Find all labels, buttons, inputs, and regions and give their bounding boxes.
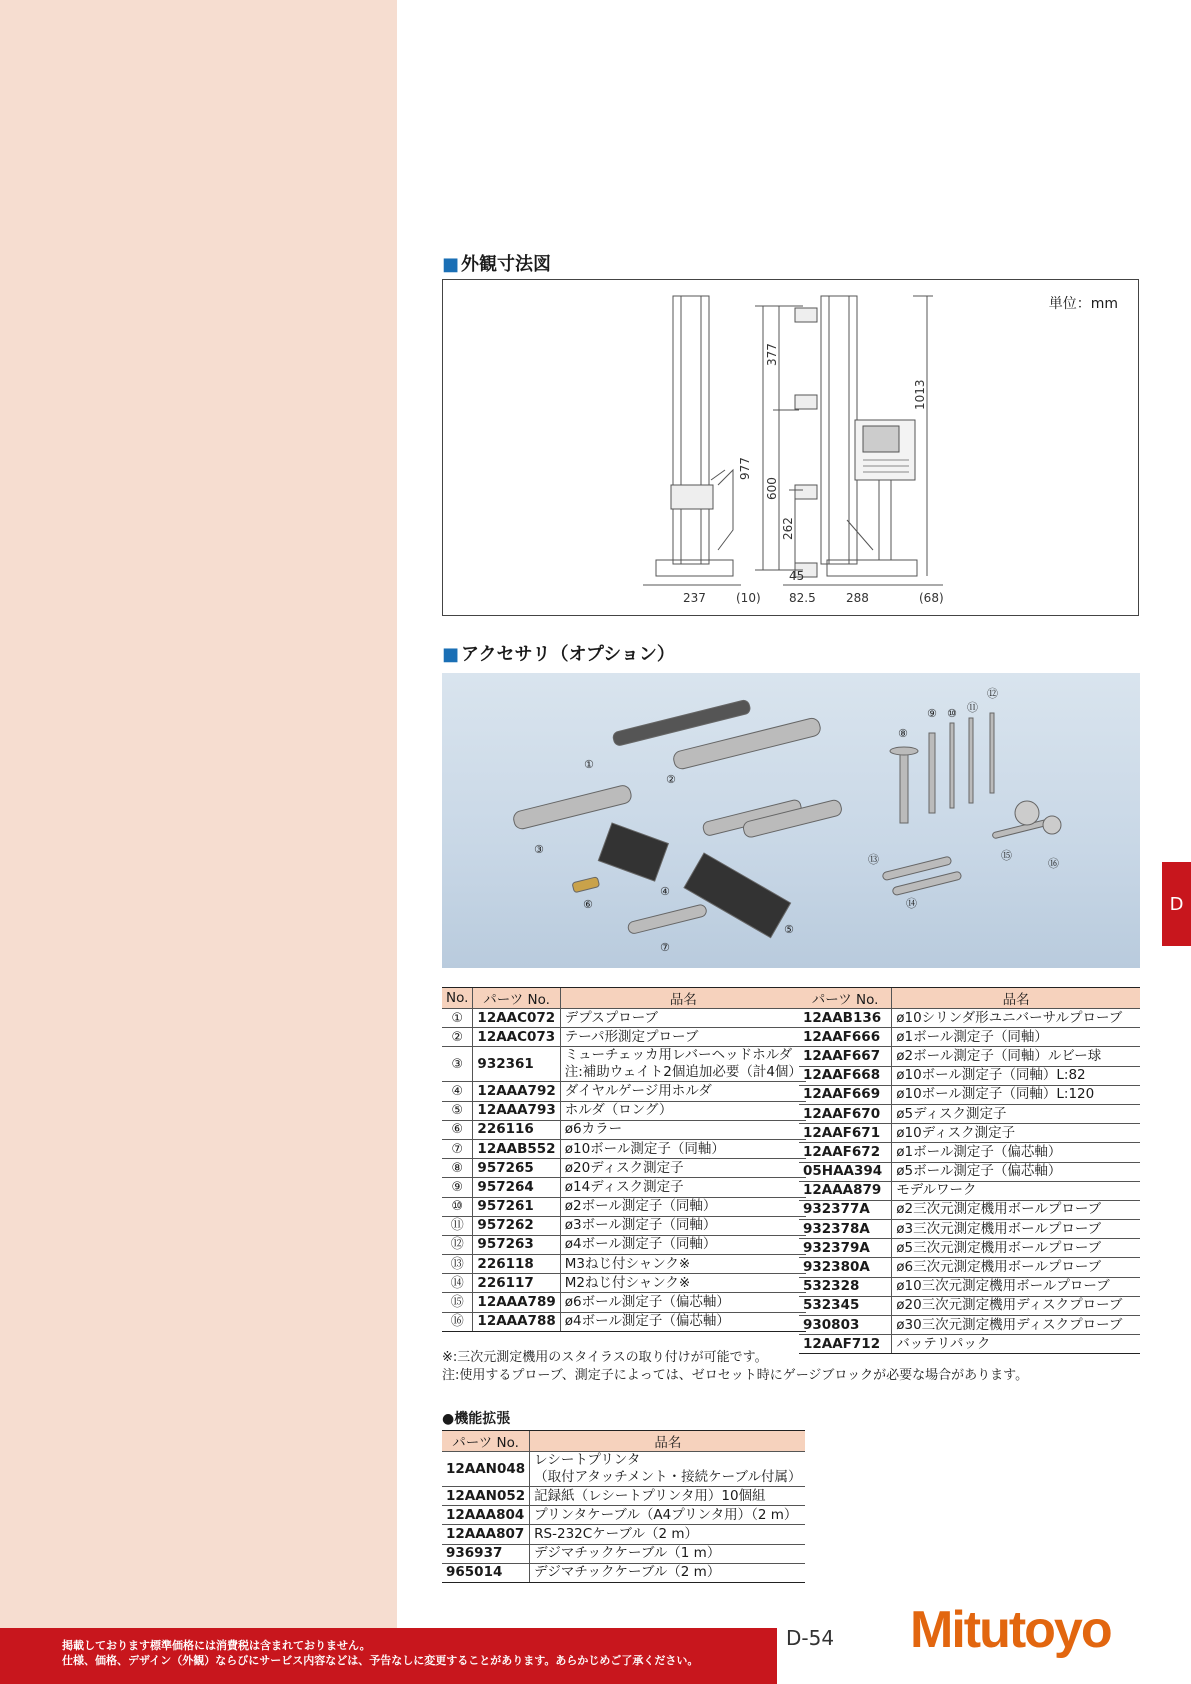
section-tab-d: D — [1162, 862, 1191, 946]
marker-14: ⑭ — [906, 897, 917, 910]
dim-237: 237 — [683, 591, 706, 605]
table-row: 12AAN048 レシートプリンタ （取付アタッチメント・接続ケーブル付属） — [442, 1452, 805, 1487]
table-row: 532328 ø10三次元測定機用ボールプローブ — [799, 1277, 1140, 1296]
table-row: ⑮ 12AAA789 ø6ボール測定子（偏芯軸） — [442, 1293, 806, 1312]
table-row: 12AAF669 ø10ボール測定子（同軸）L:120 — [799, 1085, 1140, 1104]
table-row: ⑧ 957265 ø20ディスク測定子 — [442, 1159, 806, 1178]
table-row: ① 12AAC072 デプスプローブ — [442, 1009, 806, 1028]
accessory-table-right — [799, 987, 1140, 1354]
dim-68: (68) — [919, 591, 944, 605]
dim-1013: 1013 — [913, 379, 927, 410]
left-decor-band — [0, 0, 397, 1684]
table-row: ② 12AAC073 テーパ形測定プローブ — [442, 1028, 806, 1047]
table-row: ⑥ 226116 ø6カラー — [442, 1120, 806, 1139]
unit-label: 単位：mm — [1048, 296, 1118, 312]
mitutoyo-logo: Mitutoyo — [910, 1601, 1111, 1659]
table-row: ③ 932361 ミューチェッカ用レバーヘッドホルダ 注:補助ウェイト2個追加必要（計4個） — [442, 1047, 806, 1082]
marker-13: ⑬ — [868, 853, 879, 866]
table-row: 12AAA804 プリンタケーブル（A4プリンタ用）（2 m） — [442, 1506, 805, 1525]
marker-4: ④ — [660, 885, 670, 898]
table-row: 532345 ø20三次元測定機用ディスクプローブ — [799, 1296, 1140, 1315]
table-row: 12AAF666 ø1ボール測定子（同軸） — [799, 1028, 1140, 1047]
page-number: D-54 — [786, 1626, 835, 1650]
table-row: 12AAF667 ø2ボール測定子（同軸）ルビー球 — [799, 1047, 1140, 1066]
dimension-drawing — [442, 279, 1139, 616]
dim-82-5: 82.5 — [789, 591, 816, 605]
table-header: パーツ No. 品名 — [442, 1431, 805, 1452]
table-row: 12AAF670 ø5ディスク測定子 — [799, 1104, 1140, 1123]
marker-7: ⑦ — [660, 941, 670, 954]
table-row: ⑦ 12AAB552 ø10ボール測定子（同軸） — [442, 1139, 806, 1158]
expansion-title: ●機能拡張 — [442, 1411, 511, 1427]
table-row: 936937 デジマチックケーブル（1 m） — [442, 1544, 805, 1563]
marker-2: ② — [666, 773, 676, 786]
table-row: 12AAF712 バッテリパック — [799, 1335, 1140, 1354]
marker-12: ⑫ — [987, 687, 998, 700]
table-row: ⑫ 957263 ø4ボール測定子（同軸） — [442, 1235, 806, 1254]
side-view-column — [673, 296, 709, 564]
marker-16: ⑯ — [1048, 857, 1059, 870]
dim-600: 600 — [765, 477, 779, 500]
dim-angle: 45 — [789, 569, 805, 583]
accessories-photo — [442, 673, 1140, 968]
accessory-table-left — [442, 987, 806, 1332]
table-row: ⑨ 957264 ø14ディスク測定子 — [442, 1178, 806, 1197]
table-row: 932379A ø5三次元測定機用ボールプローブ — [799, 1239, 1140, 1258]
footer-disclaimer: 掲載しております標準価格には消費税は含まれておりません。 仕様、価格、デザイン（外観）ならびにサービス内容などは、予告なしに変更することがあります。あらかじめご了承ください。 — [62, 1639, 699, 1667]
marker-1: ① — [584, 758, 594, 771]
accessories-section-title: ■ アクセサリ（オプション） — [442, 644, 675, 665]
table-row: 05HAA394 ø5ボール測定子（偏芯軸） — [799, 1162, 1140, 1181]
table-row: ⑩ 957261 ø2ボール測定子（同軸） — [442, 1197, 806, 1216]
dim-377: 377 — [765, 343, 779, 366]
table-row: 12AAN052 記録紙（レシートプリンタ用）10個組 — [442, 1487, 805, 1506]
table-row: 932380A ø6三次元測定機用ボールプローブ — [799, 1258, 1140, 1277]
marker-5: ⑤ — [784, 923, 794, 936]
table-row: 12AAA879 モデルワーク — [799, 1181, 1140, 1200]
table-row: 12AAF671 ø10ディスク測定子 — [799, 1124, 1140, 1143]
table-header: パーツ No. 品名 — [799, 988, 1140, 1009]
marker-15: ⑮ — [1001, 849, 1012, 862]
table-row: 932377A ø2三次元測定機用ボールプローブ — [799, 1200, 1140, 1219]
table-row: 12AAF668 ø10ボール測定子（同軸）L:82 — [799, 1066, 1140, 1085]
table-row: ⑭ 226117 M2ねじ付シャンク※ — [442, 1274, 806, 1293]
table-row: 12AAA807 RS-232Cケーブル（2 m） — [442, 1525, 805, 1544]
dim-288: 288 — [846, 591, 869, 605]
table-row: ⑪ 957262 ø3ボール測定子（同軸） — [442, 1216, 806, 1235]
marker-3: ③ — [534, 843, 544, 856]
table-row: 12AAF672 ø1ボール測定子（偏芯軸） — [799, 1143, 1140, 1162]
marker-8: ⑧ — [898, 727, 908, 740]
marker-9: ⑨ — [927, 707, 937, 720]
marker-10: ⑩ — [947, 707, 957, 720]
dim-10: (10) — [736, 591, 761, 605]
table-row: ⑯ 12AAA788 ø4ボール測定子（偏芯軸） — [442, 1312, 806, 1331]
table-row: ⑤ 12AAA793 ホルダ（ロング） — [442, 1101, 806, 1120]
dimension-section-title: ■ 外観寸法図 — [442, 254, 552, 275]
dim-262: 262 — [781, 517, 795, 540]
table-row: ⑬ 226118 M3ねじ付シャンク※ — [442, 1255, 806, 1274]
table-row: 12AAB136 ø10シリンダ形ユニバーサルプローブ — [799, 1009, 1140, 1028]
marker-6: ⑥ — [583, 898, 593, 911]
notes: ※:三次元測定機用のスタイラスの取り付けが可能です。 注:使用するプローブ、測定子によっては、ゼロセット時にゲージブロックが必要な場合があります。 — [442, 1350, 1029, 1383]
table-row: 932378A ø3三次元測定機用ボールプローブ — [799, 1220, 1140, 1239]
dim-977: 977 — [738, 457, 752, 480]
table-row: 930803 ø30三次元測定機用ディスクプローブ — [799, 1316, 1140, 1335]
expansion-table — [442, 1430, 805, 1583]
table-row: ④ 12AAA792 ダイヤルゲージ用ホルダ — [442, 1082, 806, 1101]
table-header: No. パーツ No. 品名 — [442, 988, 806, 1009]
front-view-column — [821, 296, 857, 564]
dimension-svg — [443, 280, 1140, 617]
marker-11: ⑪ — [967, 701, 978, 714]
table-row: 965014 デジマチックケーブル（2 m） — [442, 1563, 805, 1582]
